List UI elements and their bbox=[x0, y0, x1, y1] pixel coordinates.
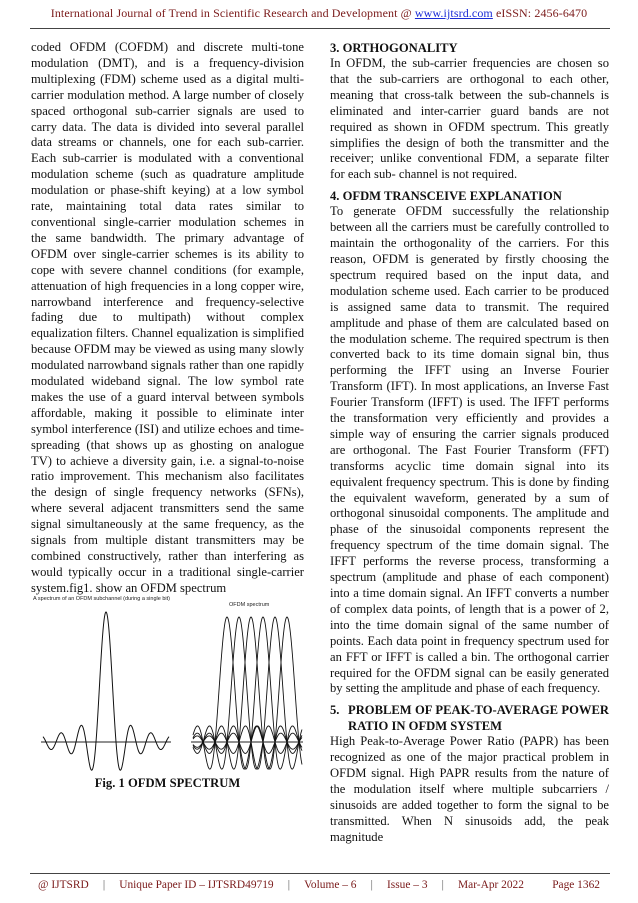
section-3-text: In OFDM, the sub-carrier frequencies are chosen so that the sub-carriers are orthogonal to each other, meaning that cross-talk between the sub-channels is eliminated and inter-carrier guard bands are not required as shown in OFDM spectrum. This greatly simplifies the design of both the transmitter and the receiver; unlike conventional FDM, a separate filter for each sub- channel is not required. bbox=[330, 56, 609, 182]
section-5-text: High Peak-to-Average Power Ratio (PAPR) has been recognized as one of the major practical problem in OFDM signal. High PAPR results from the nature of the modulation itself where multiple subcarriers / sinusoids are added together to form the signal to be transmitted. When N sinusoids add, the peak magnitude bbox=[330, 734, 609, 844]
section-5-title: PROBLEM OF PEAK-TO-AVERAGE POWER RATIO IN OFDM SYSTEM bbox=[348, 703, 609, 734]
section-5-number: 5. bbox=[330, 703, 340, 718]
footer-date: Mar-Apr 2022 bbox=[458, 879, 524, 891]
subchannel-sinc-line bbox=[43, 612, 169, 770]
ofdm-carrier-curves bbox=[193, 617, 302, 769]
footer-volume: Volume – 6 bbox=[304, 879, 357, 891]
footer-page-number: Page 1362 bbox=[552, 879, 600, 891]
section-4-heading: 4. OFDM TRANSCEIVE EXPLANATION bbox=[330, 189, 562, 204]
section-4-text: To generate OFDM successfully the relationship between all the carriers must be carefully controlled to maintain the orthogonality of the carriers. For this reason, OFDM is generated by firstly choosing the spectrum required based on the input data, and modulation scheme used. Each carrier to be produced is assigned same data to transmit. The required amplitude and phase of them are calculated based on the modulation scheme. The required spectrum is then converted back to its time domain signal bin, thus performing the IFFT using an Inverse Fourier Transform (IFT). In most applications, an Inverse Fast Fourier Transform (IFFT) is used. The IFFT performs the transformation very efficiently and provides a simple way of ensuring the carrier signals produced are orthogonal. The Fast Fourier Transform (FFT) transforms acyclic time domain signal into its equivalent frequency spectrum. This is done by finding the equivalent waveform, generated by a sum of orthogonal sinusoidal components. The amplitude and phase of the sinusoidal components represent the frequency spectrum of the time domain signal. The IFFT performs the reverse process, transforming a spectrum (amplitude and phase of each component) into a time domain signal. An IFFT converts a number of complex data points, of length that is a power of 2, into the time domain signal of the same number of points. Each data point in frequency spectrum used for an FFT or IFFT is called a bin. The orthogonal carrier required for the OFDM signal can be easily generated by setting the amplitude and phase of each frequency. bbox=[330, 204, 609, 696]
footer-issue: Issue – 3 bbox=[387, 879, 428, 891]
subchannel-sinc-curve bbox=[43, 612, 169, 770]
section-5-heading bbox=[330, 702, 609, 734]
footer-publisher: @ IJTSRD bbox=[38, 879, 89, 891]
left-column bbox=[31, 40, 304, 597]
footer-paper-id: Unique Paper ID – IJTSRD49719 bbox=[119, 879, 274, 891]
ofdm-spectrum-plot bbox=[31, 592, 304, 782]
journal-url-link[interactable]: www.ijtsrd.com bbox=[414, 6, 493, 20]
spectrum-plot-label: OFDM spectrum bbox=[229, 602, 270, 608]
footer-divider bbox=[30, 873, 610, 874]
page-footer: @ IJTSRD | Unique Paper ID – IJTSRD49719 | Volume – 6 | Issue – 3 | Mar-Apr 2022 Page 1362 bbox=[38, 879, 600, 891]
journal-header bbox=[0, 6, 638, 21]
ofdm-spectrum-figure bbox=[31, 592, 304, 800]
right-column bbox=[330, 40, 609, 846]
journal-name: International Journal of Trend in Scientific Research and Development @ bbox=[50, 6, 412, 20]
section-3-heading: 3. ORTHOGONALITY bbox=[330, 41, 458, 55]
figure-caption: Fig. 1 OFDM SPECTRUM bbox=[94, 776, 241, 790]
journal-issn: eISSN: 2456-6470 bbox=[495, 6, 588, 20]
intro-paragraph: coded OFDM (COFDM) and discrete multi-tone modulation (DMT), and is a frequency-division multiplexing (FDM) scheme used as a digital multi-carrier modulation method. A large number of closely spaced orthogonal sub-carrier signals are used to carry data. The data is divided into several parallel data streams or channels, one for each sub-carrier. Each sub-carrier is modulated with a conventional modulation scheme (such as quadrature amplitude modulation or phase-shift keying) at a low symbol rate, maintaining total data rates similar to conventional single-carrier modulation schemes in the same bandwidth. The primary advantage of OFDM over single-carrier schemes is its ability to cope with severe channel conditions (for example, attenuation of high frequencies in a long copper wire, narrowband interference and frequency-selective fading due to multipath) without complex equalization filters. Channel equalization is simplified because OFDM may be viewed as using many slowly modulated narrowband signals rather than one rapidly modulated wideband signal. The low symbol rate makes the use of a guard interval between symbols affordable, making it possible to eliminate inter symbol interference (ISI) and utilize echoes and time-spreading (that shows up as ghosting on analogue TV) to achieve a diversity gain, i.e. a signal-to-noise ratio improvement. This mechanism also facilitates the design of single frequency networks (SFNs), where several adjacent transmitters send the same signal simultaneously at the same frequency, as the signals from multiple distant transmitters may be combined constructively, rather than interfering as would typically occur in a traditional single-carrier system.fig1. show an OFDM spectrum bbox=[31, 40, 304, 595]
subchannel-plot-label: A spectrum of an OFDM subchannel (during a single bit) bbox=[33, 596, 170, 602]
ofdm-carrier-2 bbox=[193, 617, 302, 769]
header-divider bbox=[30, 28, 610, 29]
